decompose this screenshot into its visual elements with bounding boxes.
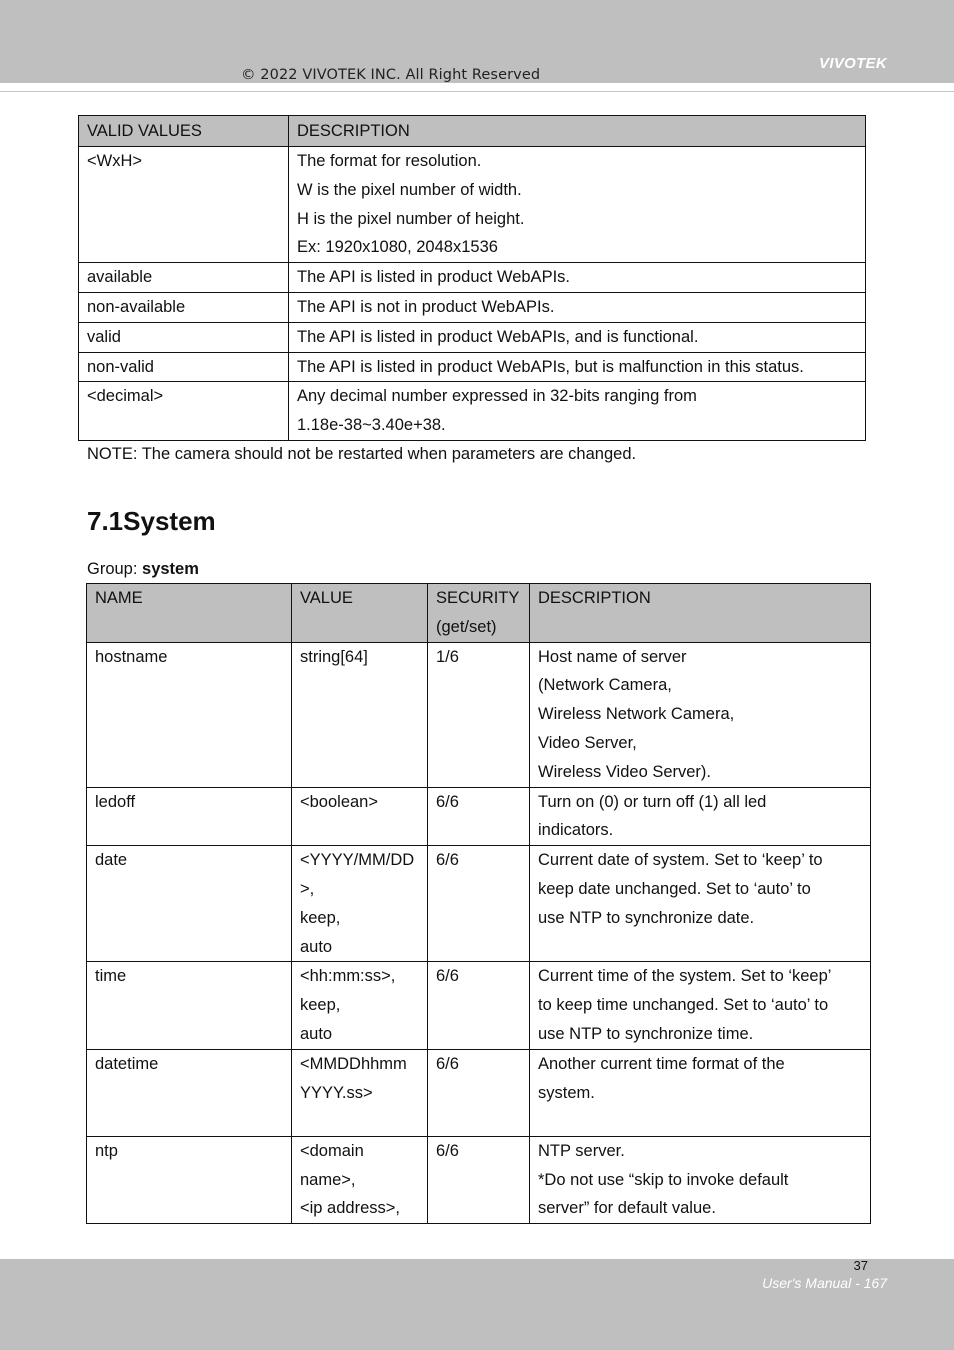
value-cell-line: <ip address>, [300,1199,400,1218]
description-cell-line: Host name of server [538,647,687,666]
table-header-row [87,584,871,643]
value-cell [292,962,428,1049]
table-row [79,292,866,322]
table-row [79,322,866,352]
description-cell-line: Another current time format of the [538,1054,785,1073]
description-cell-line: system. [538,1083,595,1102]
table-row [79,263,866,293]
name-cell: ledoff [87,787,292,846]
value-cell [292,846,428,962]
description-cell-line: (Network Camera, [538,676,672,695]
footer-band [0,1259,954,1350]
description-cell [530,846,871,962]
group-name: system [142,560,199,578]
security-cell: 6/6 [428,846,530,962]
table-row [87,642,871,787]
copyright-text: © 2022 VIVOTEK INC. All Right Reserved [241,67,541,83]
section-title: 7.1System [87,506,216,536]
description-cell-line: W is the pixel number of width. [297,180,522,199]
description-cell [289,147,866,263]
valid-value-cell: <WxH> [79,147,289,263]
table-row [87,846,871,962]
description-cell [289,263,866,293]
security-cell: 6/6 [428,1049,530,1136]
description-cell-line: *Do not use “skip to invoke default [538,1170,789,1189]
name-cell: datetime [87,1049,292,1136]
description-cell-line: Ex: 1920x1080, 2048x1536 [297,238,498,257]
name-cell: hostname [87,642,292,787]
column-header: VALID VALUES [79,116,289,147]
description-cell-line: The API is listed in product WebAPIs, and is functional. [297,327,699,346]
name-cell: time [87,962,292,1049]
description-cell-line: use NTP to synchronize time. [538,1024,754,1043]
value-cell-line: <domain [300,1141,364,1160]
brand-logo-text: VIVOTEK [819,55,887,72]
description-cell-line: The format for resolution. [297,152,482,170]
column-header-line: SECURITY [436,589,520,607]
manual-page-label: User's Manual - 167 [762,1275,887,1291]
table-row [79,382,866,441]
security-cell: 1/6 [428,642,530,787]
description-cell-line: use NTP to synchronize date. [538,908,755,927]
value-cell [292,1136,428,1223]
value-cell [292,787,428,846]
note-text: NOTE: The camera should not be restarted when parameters are changed. [87,445,637,463]
table-row [87,787,871,846]
valid-value-cell: <decimal> [79,382,289,441]
description-cell-line: Wireless Network Camera, [538,705,735,724]
table-row [79,352,866,382]
table-row [87,1136,871,1223]
description-cell-line: The API is not in product WebAPIs. [297,297,555,316]
value-cell-line: <MMDDhhmm [300,1054,407,1073]
description-cell-line: 1.18e-38~3.40e+38. [297,416,446,435]
value-cell-line: keep, [300,908,341,927]
table-header-row [79,116,866,147]
column-header: DESCRIPTION [530,584,871,643]
value-cell-line: YYYY.ss> [300,1083,373,1102]
value-cell-line: <YYYY/MM/DD [300,851,415,870]
group-label [87,556,199,582]
column-header: DESCRIPTION [289,116,866,147]
table-row [87,1049,871,1136]
valid-value-cell: valid [79,322,289,352]
description-cell-line: server” for default value. [538,1199,716,1218]
name-cell: ntp [87,1136,292,1223]
column-header: VALUE [292,584,428,643]
value-cell-line: <hh:mm:ss>, [300,967,396,986]
column-header-line: (get/set) [436,617,497,636]
description-cell [289,292,866,322]
description-cell-line: NTP server. [538,1141,625,1160]
value-cell-line: <boolean> [300,792,378,811]
description-cell [530,1049,871,1136]
value-cell-line: auto [300,1024,333,1043]
value-cell-line: >, [300,879,315,898]
description-cell-line: indicators. [538,821,614,840]
valid-value-cell: available [79,263,289,293]
group-label-prefix: Group: [87,560,143,578]
description-cell [530,787,871,846]
description-cell-line: H is the pixel number of height. [297,209,525,228]
description-cell-line: Video Server, [538,733,637,752]
description-cell-line: Current time of the system. Set to ‘keep’ [538,967,832,986]
column-header [428,584,530,643]
page-number: 37 [853,1258,868,1273]
header-divider [0,91,954,92]
security-cell: 6/6 [428,962,530,1049]
description-cell-line: Wireless Video Server). [538,762,712,781]
system-parameters-table [86,583,871,1224]
description-cell-line: Turn on (0) or turn off (1) all led [538,792,767,811]
value-cell [292,1049,428,1136]
description-cell-line: The API is listed in product WebAPIs. [297,268,570,287]
value-cell-line: auto [300,937,333,956]
description-cell [289,352,866,382]
value-cell-line: keep, [300,996,341,1015]
value-cell [292,642,428,787]
valid-values-table [78,115,866,441]
description-cell-line: keep date unchanged. Set to ‘auto’ to [538,879,811,898]
security-cell: 6/6 [428,1136,530,1223]
description-cell [289,382,866,441]
description-cell-line: The API is listed in product WebAPIs, but is malfunction in this status. [297,357,804,376]
value-cell-line: name>, [300,1170,356,1189]
valid-value-cell: non-available [79,292,289,322]
description-cell-line: Any decimal number expressed in 32-bits ranging from [297,387,697,406]
column-header: NAME [87,584,292,643]
table-row [79,147,866,263]
valid-value-cell: non-valid [79,352,289,382]
value-cell-line: string[64] [300,647,368,666]
security-cell: 6/6 [428,787,530,846]
table-row [87,962,871,1049]
description-cell-line: Current date of system. Set to ‘keep’ to [538,851,823,870]
description-cell-line: to keep time unchanged. Set to ‘auto’ to [538,996,829,1015]
description-cell [289,322,866,352]
description-cell [530,962,871,1049]
description-cell [530,642,871,787]
name-cell: date [87,846,292,962]
description-cell [530,1136,871,1223]
